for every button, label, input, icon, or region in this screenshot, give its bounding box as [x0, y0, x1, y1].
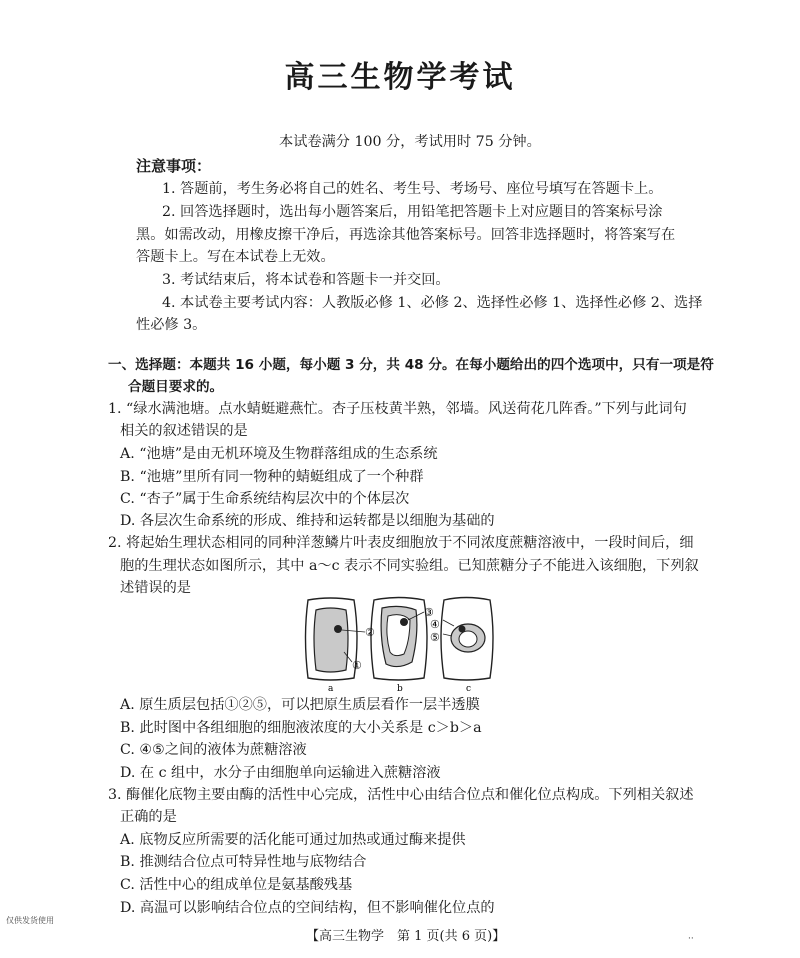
- notice-line-4: 答题卡上。写在本试卷上无效。: [136, 249, 335, 265]
- cell-b-nucleus: [400, 618, 408, 626]
- notice-line-3: 黑。如需改动，用橡皮擦干净后，再选涂其他答案标号。回答非选择题时，将答案写在: [136, 227, 676, 243]
- exam-title: 高三生物学考试: [284, 60, 516, 95]
- corner-mark: ··: [688, 934, 694, 944]
- q2-stem-line-1: 2. 将起始生理状态相同的同种洋葱鳞片叶表皮细胞放于不同浓度蔗糖溶液中，一段时间后，细: [108, 535, 694, 551]
- q3-option-a: A. 底物反应所需要的活化能可通过加热或通过酶来提供: [120, 832, 466, 848]
- q3-option-c: C. 活性中心的组成单位是氨基酸残基: [120, 877, 353, 893]
- exam-intro: 本试卷满分 100 分，考试用时 75 分钟。: [279, 134, 541, 150]
- section-heading-line-1: 一、选择题：本题共 16 小题，每小题 3 分，共 48 分。在每小题给出的四个选项中，只有一项是符: [108, 357, 714, 373]
- cell-label-b: b: [397, 684, 403, 692]
- q1-stem-line-1: 1. “绿水满池塘。点水蜻蜓避燕忙。杏子压枝黄半熟，邻墙。风送荷花几阵香。”下列与此词句: [108, 401, 687, 417]
- q3-stem-line-1: 3. 酶催化底物主要由酶的活性中心完成，活性中心由结合位点和催化位点构成。下列相关叙述: [108, 787, 694, 803]
- notice-line-7: 性必修 3。: [136, 317, 207, 333]
- cell-a-nucleus: [334, 625, 342, 633]
- cell-diagram: [300, 592, 500, 692]
- q2-option-c: C. ④⑤之间的液体为蔗糖溶液: [120, 742, 307, 758]
- q3-stem-line-2: 正确的是: [120, 809, 177, 825]
- notice-heading: 注意事项：: [136, 157, 212, 175]
- marker-4: ④: [430, 618, 440, 631]
- cell-label-a: a: [328, 684, 334, 692]
- notice-line-6: 4. 本试卷主要考试内容：人教版必修 1、必修 2、选择性必修 1、选择性必修 2、选择: [162, 295, 703, 311]
- q2-stem-line-2: 胞的生理状态如图所示，其中 a～c 表示不同实验组。已知蔗糖分子不能进入该细胞，下列叙: [120, 558, 699, 574]
- marker-2: ②: [365, 626, 375, 639]
- q1-option-c: C. “杏子”属于生命系统结构层次中的个体层次: [120, 491, 410, 507]
- cell-c: [441, 598, 493, 681]
- q1-option-b: B. “池塘”里所有同一物种的蜻蜓组成了一个种群: [120, 469, 424, 485]
- q2-option-a: A. 原生质层包括①②⑤，可以把原生质层看作一层半透膜: [120, 697, 480, 713]
- section-heading-line-2: 合题目要求的。: [128, 379, 224, 395]
- q2-option-d: D. 在 c 组中，水分子由细胞单向运输进入蔗糖溶液: [120, 765, 441, 781]
- marker-1: ①: [352, 659, 362, 672]
- q1-stem-line-2: 相关的叙述错误的是: [120, 423, 248, 439]
- cell-b: [371, 598, 427, 681]
- q3-option-d: D. 高温可以影响结合位点的空间结构，但不影响催化位点的: [120, 900, 495, 916]
- q2-option-b: B. 此时图中各组细胞的细胞液浓度的大小关系是 c＞b＞a: [120, 720, 482, 736]
- q2-stem-line-3: 述错误的是: [120, 580, 191, 596]
- side-note: 仅供发货使用: [6, 916, 54, 925]
- q3-option-b: B. 推测结合位点可特异性地与底物结合: [120, 854, 367, 870]
- marker-5: ⑤: [430, 631, 440, 644]
- notice-line-5: 3. 考试结束后，将本试卷和答题卡一并交回。: [162, 272, 450, 288]
- q1-option-d: D. 各层次生命系统的形成、维持和运转都是以细胞为基础的: [120, 513, 495, 529]
- cell-c-nucleus: [459, 626, 466, 633]
- notice-line-2: 2. 回答选择题时，选出每小题答案后，用铅笔把答题卡上对应题目的答案标号涂: [162, 204, 663, 220]
- q1-option-a: A. “池塘”是由无机环境及生物群落组成的生态系统: [120, 446, 438, 462]
- notice-line-1: 1. 答题前，考生务必将自己的姓名、考生号、考场号、座位号填写在答题卡上。: [162, 181, 663, 197]
- page-footer: 【高三生物学 第 1 页(共 6 页)】: [306, 929, 506, 944]
- cell-label-c: c: [466, 684, 472, 692]
- marker-3: ③: [424, 606, 434, 619]
